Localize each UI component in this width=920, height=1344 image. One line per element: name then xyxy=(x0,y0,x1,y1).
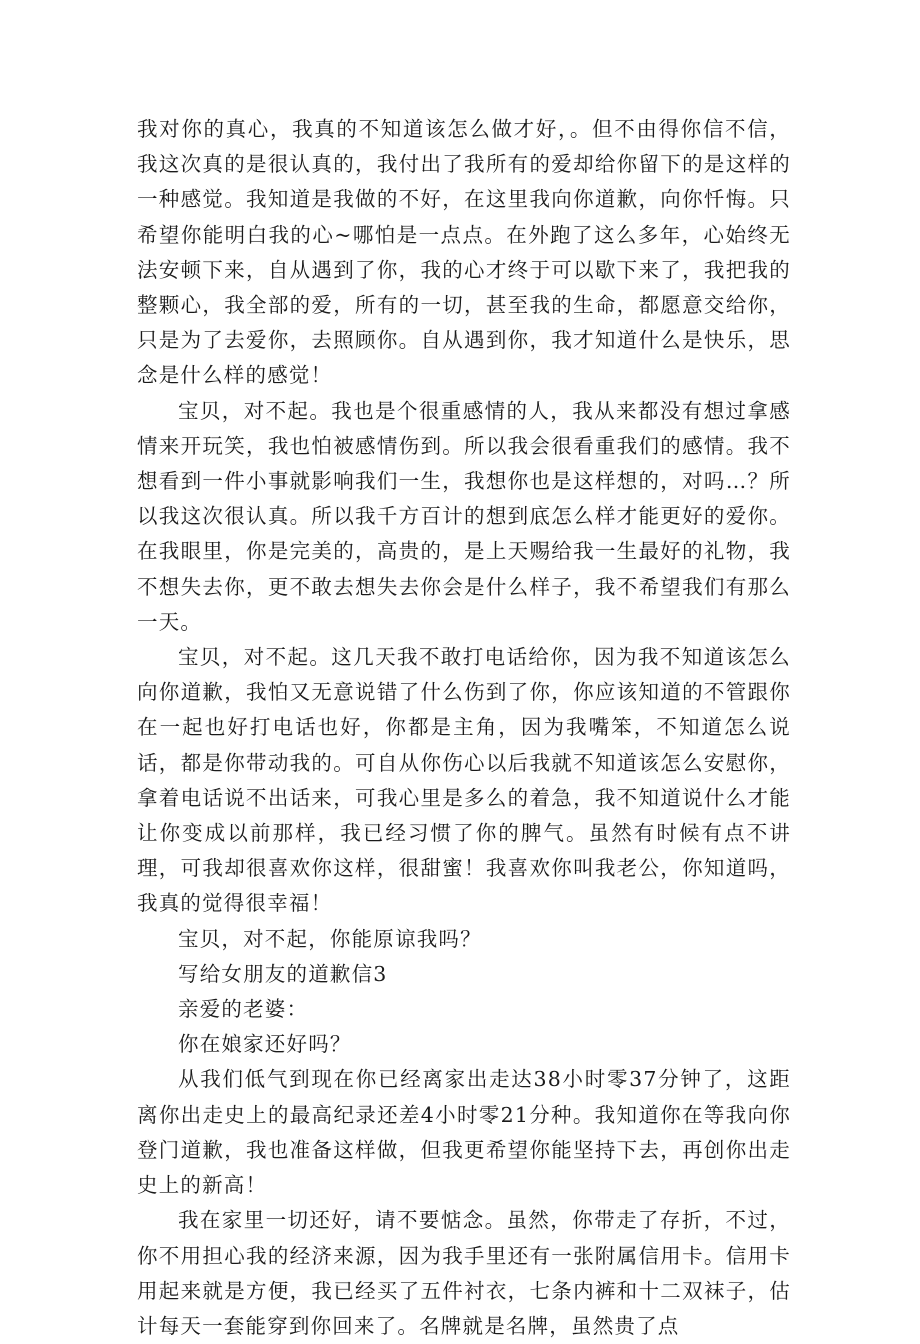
paragraph-2: 宝贝，对不起。我也是个很重感情的人，我从来都没有想过拿感情来开玩笑，我也怕被感情伤到。所以我会很看重我们的感情。我不想看到一件小事就影响我们一生，我想你也是这样想的，对吗…？所以我这次很认真。所以我千方百计的想到底怎么样才能更好的爱你。在我眼里，你是完美的，高贵的，是上天赐给我一生最好的礼物，我不想失去你，更不敢去想失去你会是什么样子，我不希望我们有那么一天。 xyxy=(137,398,791,634)
paragraph-1: 我对你的真心，我真的不知道该怎么做才好，。但不由得你信不信，我这次真的是很认真的，我付出了我所有的爱却给你留下的是这样的一种感觉。我知道是我做的不好，在这里我向你道歉，向你忏悔。只希望你能明白我的心~哪怕是一点点。在外跑了这么多年，心始终无法安顿下来，自从遇到了你，我的心才终于可以歇下来了，我把我的整颗心，我全部的爱，所有的一切，甚至我的生命，都愿意交给你，只是为了去爱你，去照顾你。自从遇到你，我才知道什么是快乐，思念是什么样的感觉！ xyxy=(137,117,791,388)
paragraph-4: 宝贝，对不起，你能原谅我吗？ xyxy=(178,926,482,951)
greeting-question: 你在娘家还好吗？ xyxy=(178,1032,352,1057)
paragraph-9: 我在家里一切还好，请不要惦念。虽然，你带走了存折，不过，你不用担心我的经济来源，因为我手里还有一张附属信用卡。信用卡用起来就是方便，我已经买了五件衬衣，七条内裤和十二双袜子，估计每天一套能穿到你回来了。名牌就是名牌，虽然贵了点 xyxy=(137,1208,791,1338)
document-page xyxy=(137,112,791,1344)
paragraph-8: 从我们低气到现在你已经离家出走达38小时零37分钟了，这距离你出走史上的最高纪录还差4小时零21分种。我知道你在等我向你登门道歉，我也准备这样做，但我更希望你能坚持下去，再创你出走史上的新高！ xyxy=(137,1067,791,1198)
salutation: 亲爱的老婆： xyxy=(178,997,309,1022)
section-heading: 写给女朋友的道歉信3 xyxy=(178,961,388,986)
paragraph-3: 宝贝，对不起。这几天我不敢打电话给你，因为我不知道该怎么向你道歉，我怕又无意说错了什么伤到了你，你应该知道的不管跟你在一起也好打电话也好，你都是主角，因为我嘴笨，不知道怎么说话，都是你带动我的。可自从你伤心以后我就不知道该怎么安慰你，拿着电话说不出话来，可我心里是多么的着急，我不知道说什么才能让你变成以前那样，我已经习惯了你的脾气。虽然有时候有点不讲理，可我却很喜欢你这样，很甜蜜！我喜欢你叫我老公，你知道吗，我真的觉得很幸福！ xyxy=(137,645,791,916)
